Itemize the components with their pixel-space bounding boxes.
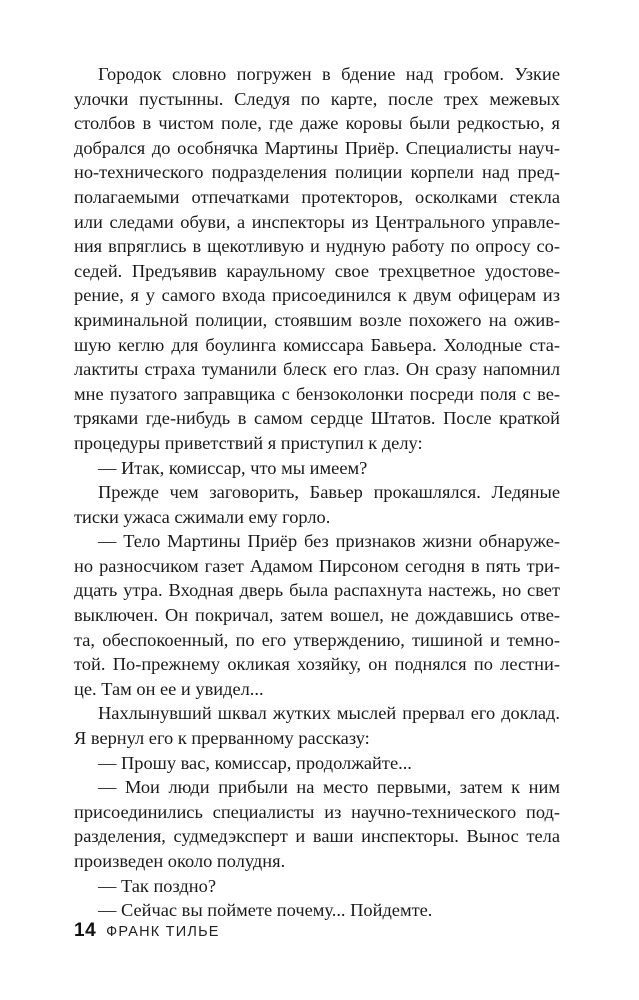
text-line: произведен около полудня. — [74, 851, 286, 871]
text-line: — Итак, комиссар, что мы имеем? — [98, 457, 368, 478]
text-line: добрался до особнячка Мартины Приёр. Специалисты науч- — [74, 137, 560, 158]
text-line: тряками где-нибудь в самом сердце Штатов. После краткой — [74, 408, 560, 429]
text-line: Городок словно погружен в бдение над гробом. Узкие — [98, 64, 560, 84]
text-line: присоединились специалисты из научно-технического под- — [74, 801, 560, 822]
text-line: Я вернул его к прерванному рассказу: — [74, 728, 370, 749]
text-line: той. По-прежнему окликая хозяйку, он поднялся по лестни- — [74, 654, 560, 675]
text-line: це. Там он ее и увидел... — [74, 678, 264, 699]
text-line: Нахлынувший шквал жутких мыслей прервал его доклад. — [98, 703, 560, 724]
text-line: дцать утра. Входная дверь была распахнута настежь, но свет — [74, 580, 560, 601]
text-line: — Мои люди прибыли на место первыми, затем к ним — [98, 777, 560, 798]
text-line: столбов в чистом поле, где даже коровы были редкостью, я — [74, 113, 560, 134]
text-line: та, обеспокоенный, по его утверждению, тишиной и темно- — [74, 629, 560, 650]
text-line: седей. Предъявив караульному свое трехцветное удостове- — [74, 260, 560, 281]
running-head-author: ФРАНК ТИЛЬЕ — [106, 924, 220, 940]
text-line: — Так поздно? — [98, 875, 216, 896]
body-text — [74, 62, 560, 923]
text-line: ния впряглись в щекотливую и нудную работу по опросу со- — [74, 236, 560, 257]
book-page — [74, 62, 560, 942]
text-line: шую кеглю для боулинга комиссара Бавьера. Холодные ста- — [74, 334, 560, 355]
page-number: 14 — [74, 920, 97, 941]
text-line: выключен. Он покричал, затем вошел, не дождавшись отве- — [74, 605, 560, 626]
text-line: — Сейчас вы поймете почему... Пойдемте. — [98, 900, 433, 921]
text-line: или следами обуви, а инспекторы из Центрального управле- — [74, 211, 560, 232]
text-line: полагаемыми отпечатками протекторов, осколками стекла — [74, 186, 560, 207]
text-line: рение, я у самого входа присоединился к двум офицерам из — [74, 285, 560, 306]
text-line: процедуры приветствий я приступил к делу: — [74, 432, 423, 453]
text-line: мне пузатого заправщика с бензоколонки посреди поля с ве- — [74, 383, 560, 404]
text-line: улочки пустынны. Следуя по карте, после трех межевых — [74, 88, 560, 109]
text-line: тиски ужаса сжимали ему горло. — [74, 506, 331, 527]
text-line: разделения, судмедэксперт и ваши инспекторы. Вынос тела — [74, 826, 560, 847]
text-line: но-технического подразделения полиции корпели над пред- — [74, 162, 560, 183]
text-line: — Прошу вас, комиссар, продолжайте... — [98, 752, 412, 773]
text-line: но разносчиком газет Адамом Пирсоном сегодня в пять три- — [74, 555, 560, 576]
text-line: Прежде чем заговорить, Бавьер прокашлялся. Ледяные — [98, 482, 560, 503]
text-line: — Тело Мартины Приёр без признаков жизни обнаруже- — [98, 531, 560, 552]
page-footer — [74, 920, 220, 940]
text-line: лактиты страха туманили блеск его глаз. Он сразу напомнил — [74, 359, 560, 380]
text-line: криминальной полиции, стоявшим возле похожего на ожив- — [74, 309, 560, 330]
